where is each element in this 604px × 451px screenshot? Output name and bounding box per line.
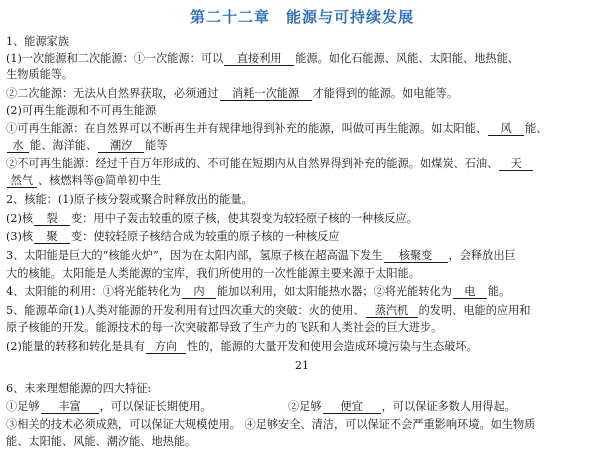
paragraph-line: 然气 、核燃料等@简单初中生	[6, 173, 600, 189]
second-column: ②足够 便宜 ，可以保证多数人用得起。	[288, 400, 516, 413]
paragraph-line: (2)核 裂 变：用中子轰击较重的原子核，使其裂变为较轻原子核的一种核反应。	[6, 212, 418, 225]
section-heading: 1、能源家族	[6, 35, 70, 48]
paragraph-line: ①足够 丰富 ，可以保证长期使用。 ②足够 便宜 ，可以保证多数人用得起。	[6, 400, 516, 413]
paragraph-line: 5、能源革命(1)人类对能源的开发利用有过四次重大的突破：火的使用、 蒸汽机 的发明、电能的应用和	[6, 304, 531, 317]
paragraph-line: 大的核能。太阳能是人类能源的宝库，我们所使用的一次性能源主要来源于太阳能。	[6, 267, 420, 280]
blank-answer: 电	[453, 285, 487, 299]
chapter-title: 第二十二章 能源与可持续发展	[189, 8, 414, 26]
blank-answer: 风	[488, 122, 524, 136]
paragraph-line: 生物质能等。	[6, 68, 74, 81]
section-heading: 6、未来理想能源的四大特征:	[6, 382, 152, 395]
blank-answer: 丰富	[41, 400, 99, 414]
paragraph-line: 水 能、海洋能、 潮汐 能等	[6, 138, 600, 154]
blank-answer: 水	[7, 139, 29, 153]
blank-answer: 核聚变	[384, 249, 448, 263]
paragraph-line: 3、太阳能是巨大的“核能火炉”，因为在太阳内部，氢原子核在超高温下发生 核聚变 ，会释放出巨	[6, 249, 516, 262]
paragraph-line: (1)一次能源和二次能源：①一次能源：可以 直接利用 能源。如化石能源、风能、太阳能、地热能、	[6, 52, 519, 65]
paragraph-line: ①可再生能源：在自然界可以不断再生并有规律地得到补充的能源，叫做可再生能源。如太阳能、 风 能、	[6, 122, 548, 135]
paragraph-line: (2)可再生能源和不可再生能源	[6, 104, 157, 117]
blank-answer: 天	[499, 157, 533, 171]
paragraph-line: (3)核 聚 变：使较轻原子核结合成为较重的原子核的一种核反应	[6, 230, 340, 243]
blank-answer: 直接利用	[224, 52, 294, 66]
blank-answer: 内	[182, 285, 216, 299]
blank-answer: 蒸汽机	[366, 304, 418, 318]
blank-answer: 潮汐	[98, 139, 144, 153]
paragraph-line: ②不可再生能源：经过千百万年形成的、不可能在短期内从自然界得到补充的能源。如煤炭、石油、 天	[6, 156, 600, 172]
blank-answer: 方向	[146, 340, 186, 354]
blank-answer: 裂	[34, 212, 70, 226]
paragraph-line: ③相关的技术必须成熟，可以保证大规模使用。 ④足够安全、清洁，可以保证不会严重影响环境。如生物质	[6, 418, 536, 431]
paragraph-line: 能、太阳能、风能、潮汐能、地热能。	[6, 435, 197, 448]
paragraph-line: 原子核能的开发。能源技术的每一次突破都导致了生产力的飞跃和人类社会的巨大进步。	[6, 321, 443, 334]
paragraph-line: ②二次能源：无法从自然界获取，必须通过 消耗一次能源 才能得到的能源。如电能等。	[6, 87, 459, 100]
page-number: 21	[295, 359, 309, 372]
blank-answer: 便宜	[323, 400, 381, 414]
blank-answer: 聚	[34, 230, 70, 244]
paragraph-line: (2)能量的转移和转化是具有 方向 性的，能源的大量开发和使用会造成环境污染与生态破坏。	[6, 340, 478, 353]
paragraph-line: 4、太阳能的利用：①将光能转化为 内 能加以利用，如太阳能热水器；②将光能转化为 电 能。	[6, 285, 511, 298]
blank-answer: 消耗一次能源	[220, 87, 312, 101]
blank-answer: 然气	[7, 174, 37, 188]
paragraph-line: 2、核能：(1)原子核分裂或聚合时释放出的能量。	[6, 193, 253, 206]
